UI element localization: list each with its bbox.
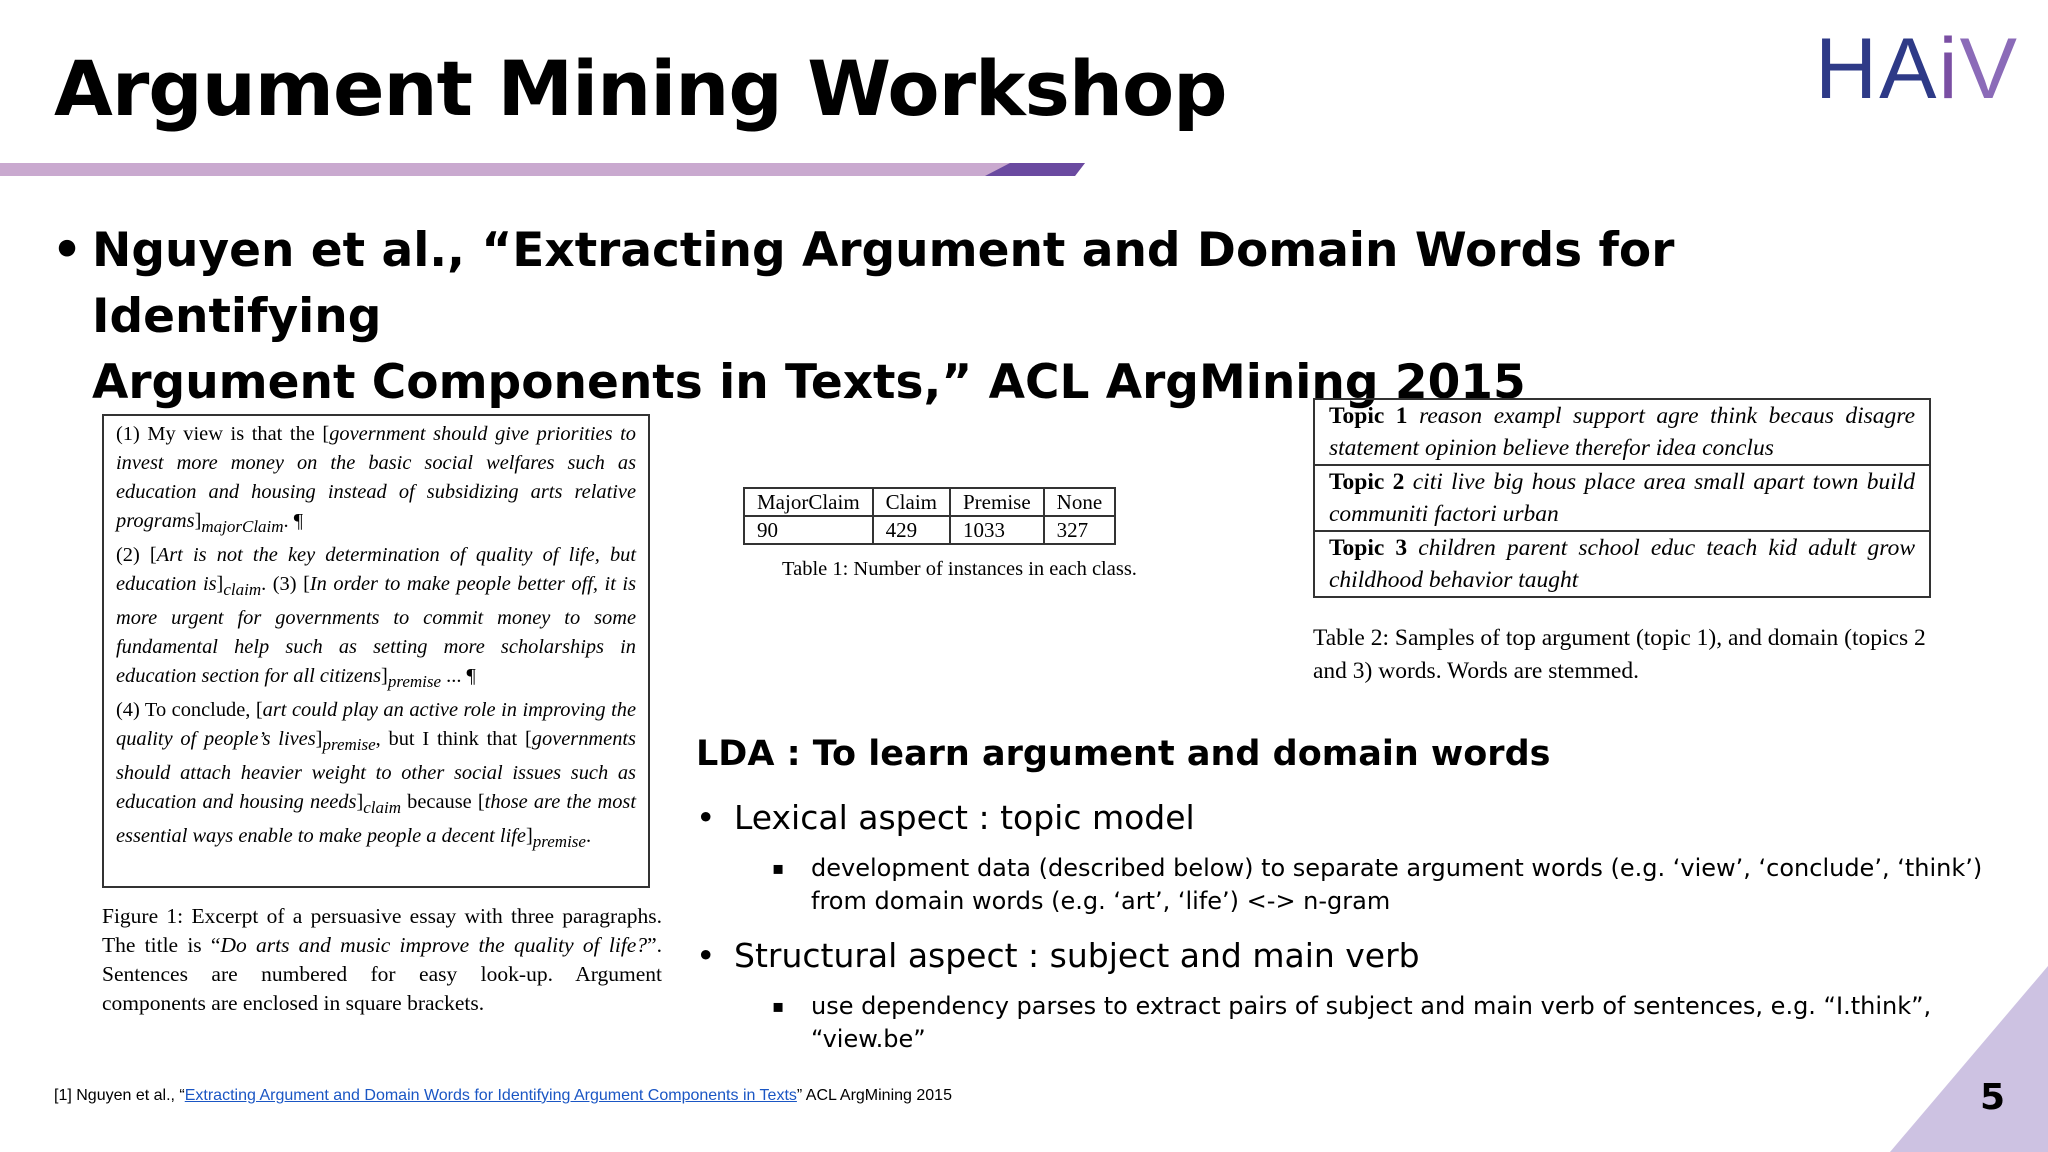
table-row xyxy=(744,516,1115,544)
table-cell: 1033 xyxy=(950,516,1044,544)
lda-item-lexical xyxy=(696,798,1195,837)
table-2-topics xyxy=(1313,398,1931,598)
lda-subitem-line-2: from domain words (e.g. ‘art’, ‘life’) <-> n-gram xyxy=(811,887,1391,915)
table-header-cell: Claim xyxy=(873,488,950,516)
essay-bracket: ] xyxy=(216,573,224,596)
topic-label: Topic 1 xyxy=(1329,403,1408,429)
essay-text: , but I think that [ xyxy=(375,728,532,751)
essay-text: . ¶ xyxy=(283,510,303,532)
lda-subitem-structural xyxy=(772,990,1992,1056)
reference-footnote xyxy=(54,1087,952,1105)
bullet-dot: • xyxy=(696,798,716,837)
table-header-row xyxy=(744,488,1115,516)
topic-words: children parent school educ teach kid adult grow childhood behavior taught xyxy=(1329,535,1916,593)
essay-excerpt-figure xyxy=(102,414,650,888)
logo-letter-a: A xyxy=(1879,21,1939,117)
essay-paragraph-1 xyxy=(116,420,636,541)
corner-triangle-decoration xyxy=(1890,966,2048,1152)
caption-text: Figure 1: Excerpt of a persuasive essay with three paragraphs. The title is “ xyxy=(102,904,662,957)
essay-text: ... ¶ xyxy=(441,665,476,688)
paper-link[interactable]: Extracting Argument and Domain Words for Identifying Argument Components in Texts xyxy=(184,1087,797,1104)
lda-subitem-line-1: development data (described below) to separate argument words (e.g. ‘view’, ‘conclude’, ‘think’) xyxy=(811,854,1983,882)
lda-subitem-line-2: “view.be” xyxy=(811,1025,926,1053)
table-row xyxy=(1315,532,1929,596)
essay-component: governments should attach heavier weight to other social issues such as education and housing needs xyxy=(116,728,636,814)
essay-text: because [ xyxy=(401,791,485,814)
title-underline-light xyxy=(0,163,1085,176)
logo-letter-v: V xyxy=(1959,21,2019,117)
table-header-cell: None xyxy=(1044,488,1116,516)
table-1-instances xyxy=(743,487,1116,545)
table-row xyxy=(1315,400,1929,466)
essay-component: Art is not the key determination of quality of life, but education is xyxy=(116,544,637,596)
table-1-caption: Table 1: Number of instances in each class. xyxy=(782,558,1137,580)
title-underline-bar xyxy=(0,163,1085,176)
essay-label: claim xyxy=(363,798,402,818)
essay-bracket: ] xyxy=(525,825,533,848)
bullet-dot: • xyxy=(52,223,83,278)
essay-label: premise xyxy=(322,735,376,755)
essay-component: those are the most essential ways enable to make people a decent life xyxy=(116,791,636,848)
essay-component: art could play an active role in improving the quality of people’s lives xyxy=(116,699,636,751)
essay-component: government should give priorities to invest more money on the basic social welfares such as education and housing instead of subsidizing arts relative programs xyxy=(116,423,637,532)
table-header-cell: Premise xyxy=(950,488,1044,516)
square-bullet-icon: ▪ xyxy=(772,858,785,879)
table-cell: 327 xyxy=(1044,516,1116,544)
citation-line-2: Argument Components in Texts,” ACL ArgMining 2015 xyxy=(92,355,1526,410)
essay-text: (4) To conclude, [ xyxy=(116,699,263,722)
essay-label: premise xyxy=(532,832,586,852)
lda-item-label: Structural aspect : subject and main verb xyxy=(734,936,1420,975)
essay-bracket: ] xyxy=(381,665,388,688)
essay-paragraph-2 xyxy=(116,541,636,696)
topic-words: reason exampl support agre think becaus disagre statement opinion believe therefor idea conclus xyxy=(1329,403,1916,461)
table-header-cell: MajorClaim xyxy=(744,488,873,516)
essay-label: claim xyxy=(223,580,262,600)
haiv-logo xyxy=(1815,21,2019,117)
essay-bracket: ] xyxy=(315,728,323,751)
essay-text: (1) My view is that the [ xyxy=(116,423,330,445)
citation-line-1: Nguyen et al., “Extracting Argument and Domain Words for Identifying xyxy=(92,223,1675,344)
slide-title: Argument Mining Workshop xyxy=(54,44,1227,133)
table-2-caption: Table 2: Samples of top argument (topic 1), and domain (topics 2 and 3) words. Words are stemmed. xyxy=(1313,625,1926,684)
page-number: 5 xyxy=(1980,1077,2006,1118)
essay-label: majorClaim xyxy=(201,517,284,537)
essay-component: In order to make people better off, it is more urgent for governments to commit money to some fundamental help such as setting more scholarships in education section for all citizens xyxy=(116,573,637,688)
table-cell: 429 xyxy=(873,516,950,544)
figure-1-caption xyxy=(102,902,662,1018)
essay-label: premise xyxy=(387,672,442,692)
lda-heading: LDA : To learn argument and domain words xyxy=(696,734,1551,774)
lda-subitem-line-1: use dependency parses to extract pairs of subject and main verb of sentences, e.g. “I.think”, xyxy=(811,992,1932,1020)
bullet-dot: • xyxy=(696,936,716,975)
table-cell: 90 xyxy=(744,516,873,544)
essay-paragraph-3 xyxy=(116,696,636,856)
essay-bracket: ] xyxy=(194,510,202,532)
citation-bullet xyxy=(52,218,1912,416)
caption-text: ”. Sentences are numbered for easy look-up. Argument components are enclosed in square brackets. xyxy=(102,933,663,1015)
caption-essay-title: Do arts and music improve the quality of life? xyxy=(220,933,648,957)
topic-label: Topic 3 xyxy=(1329,535,1408,561)
table-row xyxy=(1315,466,1929,532)
footnote-suffix: ” ACL ArgMining 2015 xyxy=(796,1087,952,1104)
essay-bracket: ] xyxy=(356,791,364,814)
essay-text: (2) [ xyxy=(116,544,157,567)
logo-letter-i: i xyxy=(1938,21,1960,117)
lda-item-label: Lexical aspect : topic model xyxy=(734,798,1195,837)
lda-subitem-lexical xyxy=(772,852,1992,918)
square-bullet-icon: ▪ xyxy=(772,996,785,1017)
essay-text: . (3) [ xyxy=(261,573,310,596)
lda-item-structural xyxy=(696,936,1420,975)
topic-words: citi live big hous place area small apart town build communiti factori urban xyxy=(1329,469,1916,527)
footnote-prefix: [1] Nguyen et al., “ xyxy=(54,1087,185,1104)
essay-text: . xyxy=(585,825,592,848)
logo-letter-h: H xyxy=(1815,21,1880,117)
topic-label: Topic 2 xyxy=(1329,469,1405,495)
